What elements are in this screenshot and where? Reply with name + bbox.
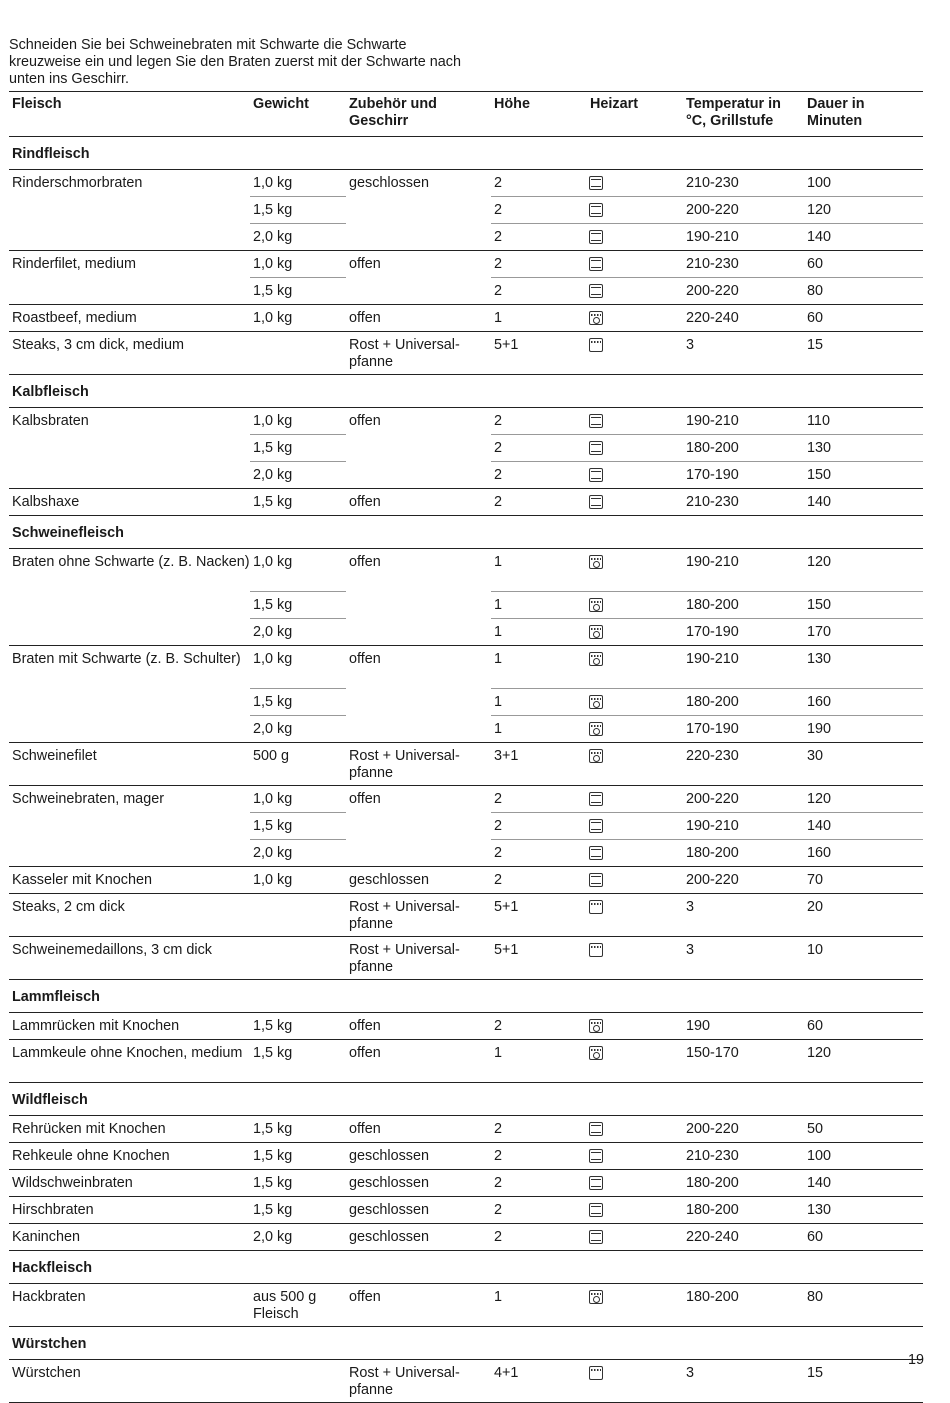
- heating-mode-cell: [587, 408, 683, 435]
- heating-mode-cell: [587, 1360, 683, 1403]
- heating-mode-cell: [587, 1224, 683, 1251]
- level-cell: 2: [491, 1143, 587, 1170]
- category-title: Würstchen: [9, 1327, 923, 1360]
- heating-mode-cell: [587, 1170, 683, 1197]
- heating-mode-cell: [587, 646, 683, 689]
- weight-cell: 2,0 kg: [250, 224, 346, 251]
- table-row: [9, 743, 923, 786]
- thermogrill-icon: [589, 1019, 603, 1033]
- meat-cell: Wildschweinbraten: [9, 1170, 250, 1197]
- category-row: [9, 1083, 923, 1116]
- duration-cell: 140: [804, 1170, 923, 1197]
- oben-unterhitze-icon: [589, 792, 603, 806]
- temperature-cell: 190: [683, 1013, 804, 1040]
- thermogrill-icon: [589, 598, 603, 612]
- temperature-cell: 180-200: [683, 689, 804, 716]
- category-title: Schweinefleisch: [9, 516, 923, 549]
- oben-unterhitze-icon: [589, 1203, 603, 1217]
- thermogrill-icon: [589, 1046, 603, 1060]
- temperature-cell: 200-220: [683, 786, 804, 813]
- weight-cell: 1,5 kg: [250, 1013, 346, 1040]
- thermogrill-icon: [589, 555, 603, 569]
- table-row: [9, 1197, 923, 1224]
- weight-cell: 1,5 kg: [250, 197, 346, 224]
- level-cell: 1: [491, 592, 587, 619]
- duration-cell: 140: [804, 224, 923, 251]
- category-row: [9, 137, 923, 170]
- table-row: [9, 332, 923, 375]
- accessory-cell: geschlossen: [346, 170, 491, 251]
- duration-cell: 120: [804, 1040, 923, 1083]
- oben-unterhitze-icon: [589, 1176, 603, 1190]
- level-cell: 2: [491, 786, 587, 813]
- weight-cell: aus 500 g Fleisch: [250, 1284, 346, 1327]
- level-cell: 2: [491, 435, 587, 462]
- table-row: [9, 646, 923, 689]
- meat-cell: Kalbsbraten: [9, 408, 250, 489]
- temperature-cell: 180-200: [683, 840, 804, 867]
- duration-cell: 60: [804, 251, 923, 278]
- duration-cell: 190: [804, 716, 923, 743]
- table-row: [9, 489, 923, 516]
- heating-mode-cell: [587, 1013, 683, 1040]
- heating-mode-cell: [587, 1284, 683, 1327]
- col-dauer: Dauer in Minuten: [804, 92, 923, 137]
- meat-cell: Rinderfilet, medium: [9, 251, 250, 305]
- table-row: [9, 170, 923, 197]
- duration-cell: 60: [804, 1013, 923, 1040]
- category-title: Rindfleisch: [9, 137, 923, 170]
- weight-cell: 1,5 kg: [250, 813, 346, 840]
- level-cell: 2: [491, 170, 587, 197]
- table-row: [9, 894, 923, 937]
- accessory-cell: offen: [346, 786, 491, 867]
- heating-mode-cell: [587, 716, 683, 743]
- heating-mode-cell: [587, 867, 683, 894]
- level-cell: 1: [491, 1284, 587, 1327]
- accessory-cell: offen: [346, 1116, 491, 1143]
- temperature-cell: 180-200: [683, 435, 804, 462]
- duration-cell: 130: [804, 1197, 923, 1224]
- category-title: Lammfleisch: [9, 980, 923, 1013]
- temperature-cell: 220-240: [683, 305, 804, 332]
- grill-icon: [589, 1366, 603, 1380]
- table-row: [9, 1224, 923, 1251]
- col-fleisch: Fleisch: [9, 92, 250, 137]
- col-heizart: Heizart: [587, 92, 683, 137]
- weight-cell: 1,5 kg: [250, 1040, 346, 1083]
- level-cell: 2: [491, 1197, 587, 1224]
- oben-unterhitze-icon: [589, 257, 603, 271]
- category-title: Wildfleisch: [9, 1083, 923, 1116]
- oben-unterhitze-icon: [589, 846, 603, 860]
- level-cell: 2: [491, 1224, 587, 1251]
- heating-mode-cell: [587, 1116, 683, 1143]
- duration-cell: 120: [804, 197, 923, 224]
- thermogrill-icon: [589, 625, 603, 639]
- category-title: Kalbfleisch: [9, 375, 923, 408]
- meat-cell: Rehkeule ohne Knochen: [9, 1143, 250, 1170]
- table-row: [9, 937, 923, 980]
- heating-mode-cell: [587, 786, 683, 813]
- weight-cell: 1,0 kg: [250, 251, 346, 278]
- weight-cell: [250, 937, 346, 980]
- temperature-cell: 170-190: [683, 462, 804, 489]
- weight-cell: 1,0 kg: [250, 170, 346, 197]
- duration-cell: 120: [804, 549, 923, 592]
- temperature-cell: 190-210: [683, 224, 804, 251]
- level-cell: 1: [491, 689, 587, 716]
- accessory-cell: geschlossen: [346, 1224, 491, 1251]
- weight-cell: 2,0 kg: [250, 1224, 346, 1251]
- level-cell: 1: [491, 305, 587, 332]
- roasting-table: [9, 91, 923, 1403]
- table-row: [9, 786, 923, 813]
- duration-cell: 80: [804, 278, 923, 305]
- heating-mode-cell: [587, 332, 683, 375]
- table-row: [9, 867, 923, 894]
- heating-mode-cell: [587, 278, 683, 305]
- meat-cell: Braten ohne Schwarte (z. B. Nacken): [9, 549, 250, 646]
- temperature-cell: 190-210: [683, 549, 804, 592]
- level-cell: 2: [491, 867, 587, 894]
- accessory-cell: Rost + Universal-pfanne: [346, 937, 491, 980]
- accessory-cell: offen: [346, 251, 491, 305]
- weight-cell: 1,0 kg: [250, 305, 346, 332]
- accessory-cell: Rost + Universal-pfanne: [346, 894, 491, 937]
- level-cell: 2: [491, 1170, 587, 1197]
- duration-cell: 150: [804, 592, 923, 619]
- table-row: [9, 1013, 923, 1040]
- temperature-cell: 200-220: [683, 867, 804, 894]
- duration-cell: 130: [804, 646, 923, 689]
- level-cell: 2: [491, 1013, 587, 1040]
- duration-cell: 80: [804, 1284, 923, 1327]
- duration-cell: 70: [804, 867, 923, 894]
- meat-cell: Steaks, 3 cm dick, medium: [9, 332, 250, 375]
- temperature-cell: 3: [683, 1360, 804, 1403]
- oben-unterhitze-icon: [589, 468, 603, 482]
- intro-text: Schneiden Sie bei Schweinebraten mit Schwarte die Schwarte kreuzweise ein und legen Sie den Braten zuerst mit der Schwarte nach unten ins Geschirr.: [9, 37, 461, 87]
- category-row: [9, 375, 923, 408]
- oben-unterhitze-icon: [589, 1122, 603, 1136]
- temperature-cell: 190-210: [683, 646, 804, 689]
- heating-mode-cell: [587, 170, 683, 197]
- heating-mode-cell: [587, 197, 683, 224]
- temperature-cell: 210-230: [683, 489, 804, 516]
- level-cell: 5+1: [491, 937, 587, 980]
- level-cell: 5+1: [491, 894, 587, 937]
- oben-unterhitze-icon: [589, 819, 603, 833]
- temperature-cell: 210-230: [683, 170, 804, 197]
- temperature-cell: 3: [683, 332, 804, 375]
- temperature-cell: 150-170: [683, 1040, 804, 1083]
- weight-cell: 1,5 kg: [250, 435, 346, 462]
- temperature-cell: 170-190: [683, 716, 804, 743]
- heating-mode-cell: [587, 1040, 683, 1083]
- duration-cell: 140: [804, 489, 923, 516]
- accessory-cell: offen: [346, 489, 491, 516]
- weight-cell: 500 g: [250, 743, 346, 786]
- table-header: [9, 92, 923, 137]
- temperature-cell: 180-200: [683, 1197, 804, 1224]
- level-cell: 1: [491, 716, 587, 743]
- temperature-cell: 200-220: [683, 197, 804, 224]
- level-cell: 2: [491, 840, 587, 867]
- duration-cell: 160: [804, 689, 923, 716]
- temperature-cell: 220-240: [683, 1224, 804, 1251]
- accessory-cell: offen: [346, 1013, 491, 1040]
- thermogrill-icon: [589, 722, 603, 736]
- meat-cell: Kalbshaxe: [9, 489, 250, 516]
- heating-mode-cell: [587, 251, 683, 278]
- category-title: Hackfleisch: [9, 1251, 923, 1284]
- duration-cell: 140: [804, 813, 923, 840]
- weight-cell: 1,5 kg: [250, 1116, 346, 1143]
- meat-cell: Schweinebraten, mager: [9, 786, 250, 867]
- temperature-cell: 210-230: [683, 1143, 804, 1170]
- table-row: [9, 1284, 923, 1327]
- temperature-cell: 200-220: [683, 278, 804, 305]
- accessory-cell: offen: [346, 1040, 491, 1083]
- duration-cell: 50: [804, 1116, 923, 1143]
- duration-cell: 10: [804, 937, 923, 980]
- level-cell: 3+1: [491, 743, 587, 786]
- meat-cell: Rinderschmorbraten: [9, 170, 250, 251]
- table-row: [9, 1360, 923, 1403]
- temperature-cell: 210-230: [683, 251, 804, 278]
- category-row: [9, 980, 923, 1013]
- heating-mode-cell: [587, 305, 683, 332]
- weight-cell: 1,0 kg: [250, 646, 346, 689]
- temperature-cell: 220-230: [683, 743, 804, 786]
- thermogrill-icon: [589, 1290, 603, 1304]
- col-gewicht: Gewicht: [250, 92, 346, 137]
- heating-mode-cell: [587, 462, 683, 489]
- weight-cell: 1,5 kg: [250, 1143, 346, 1170]
- meat-cell: Lammrücken mit Knochen: [9, 1013, 250, 1040]
- weight-cell: 1,5 kg: [250, 592, 346, 619]
- temperature-cell: 190-210: [683, 408, 804, 435]
- table-row: [9, 549, 923, 592]
- thermogrill-icon: [589, 695, 603, 709]
- meat-cell: Schweinefilet: [9, 743, 250, 786]
- meat-cell: Steaks, 2 cm dick: [9, 894, 250, 937]
- weight-cell: [250, 332, 346, 375]
- oben-unterhitze-icon: [589, 176, 603, 190]
- level-cell: 2: [491, 197, 587, 224]
- level-cell: 2: [491, 278, 587, 305]
- level-cell: 1: [491, 549, 587, 592]
- duration-cell: 15: [804, 332, 923, 375]
- oben-unterhitze-icon: [589, 1149, 603, 1163]
- oben-unterhitze-icon: [589, 873, 603, 887]
- duration-cell: 30: [804, 743, 923, 786]
- weight-cell: 2,0 kg: [250, 462, 346, 489]
- oben-unterhitze-icon: [589, 495, 603, 509]
- oben-unterhitze-icon: [589, 441, 603, 455]
- accessory-cell: Rost + Universal-pfanne: [346, 1360, 491, 1403]
- heating-mode-cell: [587, 1143, 683, 1170]
- grill-icon: [589, 900, 603, 914]
- category-row: [9, 516, 923, 549]
- level-cell: 5+1: [491, 332, 587, 375]
- heating-mode-cell: [587, 619, 683, 646]
- accessory-cell: Rost + Universal-pfanne: [346, 332, 491, 375]
- page-number: 19: [907, 1352, 924, 1368]
- weight-cell: 1,5 kg: [250, 278, 346, 305]
- level-cell: 2: [491, 813, 587, 840]
- meat-cell: Kaninchen: [9, 1224, 250, 1251]
- duration-cell: 20: [804, 894, 923, 937]
- heating-mode-cell: [587, 592, 683, 619]
- duration-cell: 100: [804, 170, 923, 197]
- oben-unterhitze-icon: [589, 414, 603, 428]
- meat-cell: Lammkeule ohne Knochen, medium: [9, 1040, 250, 1083]
- level-cell: 1: [491, 1040, 587, 1083]
- meat-cell: Hackbraten: [9, 1284, 250, 1327]
- accessory-cell: offen: [346, 1284, 491, 1327]
- weight-cell: [250, 1360, 346, 1403]
- temperature-cell: 180-200: [683, 1284, 804, 1327]
- col-zubehoer: Zubehör und Geschirr: [346, 92, 491, 137]
- table-row: [9, 1143, 923, 1170]
- temperature-cell: 200-220: [683, 1116, 804, 1143]
- weight-cell: 1,5 kg: [250, 689, 346, 716]
- category-row: [9, 1251, 923, 1284]
- thermogrill-icon: [589, 311, 603, 325]
- level-cell: 2: [491, 462, 587, 489]
- accessory-cell: Rost + Universal-pfanne: [346, 743, 491, 786]
- duration-cell: 120: [804, 786, 923, 813]
- table-row: [9, 251, 923, 278]
- meat-cell: Schweinemedaillons, 3 cm dick: [9, 937, 250, 980]
- temperature-cell: 180-200: [683, 592, 804, 619]
- heating-mode-cell: [587, 689, 683, 716]
- duration-cell: 100: [804, 1143, 923, 1170]
- meat-cell: Braten mit Schwarte (z. B. Schulter): [9, 646, 250, 743]
- duration-cell: 60: [804, 305, 923, 332]
- accessory-cell: geschlossen: [346, 1197, 491, 1224]
- accessory-cell: geschlossen: [346, 867, 491, 894]
- meat-cell: Würstchen: [9, 1360, 250, 1403]
- duration-cell: 15: [804, 1360, 923, 1403]
- level-cell: 2: [491, 489, 587, 516]
- level-cell: 1: [491, 619, 587, 646]
- weight-cell: 2,0 kg: [250, 619, 346, 646]
- category-row: [9, 1327, 923, 1360]
- meat-cell: Kasseler mit Knochen: [9, 867, 250, 894]
- thermogrill-icon: [589, 652, 603, 666]
- table-row: [9, 1170, 923, 1197]
- weight-cell: 2,0 kg: [250, 716, 346, 743]
- oben-unterhitze-icon: [589, 284, 603, 298]
- temperature-cell: 190-210: [683, 813, 804, 840]
- grill-icon: [589, 943, 603, 957]
- accessory-cell: offen: [346, 646, 491, 743]
- table-row: [9, 305, 923, 332]
- duration-cell: 130: [804, 435, 923, 462]
- accessory-cell: geschlossen: [346, 1170, 491, 1197]
- thermogrill-icon: [589, 749, 603, 763]
- meat-cell: Hirschbraten: [9, 1197, 250, 1224]
- oben-unterhitze-icon: [589, 1230, 603, 1244]
- weight-cell: 1,0 kg: [250, 786, 346, 813]
- temperature-cell: 180-200: [683, 1170, 804, 1197]
- temperature-cell: 3: [683, 894, 804, 937]
- col-temperatur: Temperatur in °C, Grillstufe: [683, 92, 804, 137]
- weight-cell: 1,5 kg: [250, 1170, 346, 1197]
- heating-mode-cell: [587, 549, 683, 592]
- oben-unterhitze-icon: [589, 230, 603, 244]
- heating-mode-cell: [587, 894, 683, 937]
- weight-cell: 1,5 kg: [250, 489, 346, 516]
- duration-cell: 160: [804, 840, 923, 867]
- meat-cell: Rehrücken mit Knochen: [9, 1116, 250, 1143]
- weight-cell: 1,0 kg: [250, 867, 346, 894]
- heating-mode-cell: [587, 937, 683, 980]
- temperature-cell: 3: [683, 937, 804, 980]
- accessory-cell: offen: [346, 549, 491, 646]
- grill-icon: [589, 338, 603, 352]
- weight-cell: 1,0 kg: [250, 549, 346, 592]
- duration-cell: 150: [804, 462, 923, 489]
- level-cell: 2: [491, 408, 587, 435]
- duration-cell: 110: [804, 408, 923, 435]
- heating-mode-cell: [587, 435, 683, 462]
- weight-cell: [250, 894, 346, 937]
- weight-cell: 1,0 kg: [250, 408, 346, 435]
- level-cell: 2: [491, 251, 587, 278]
- accessory-cell: offen: [346, 408, 491, 489]
- heating-mode-cell: [587, 813, 683, 840]
- accessory-cell: offen: [346, 305, 491, 332]
- table-row: [9, 1040, 923, 1083]
- temperature-cell: 170-190: [683, 619, 804, 646]
- table-row: [9, 1116, 923, 1143]
- accessory-cell: geschlossen: [346, 1143, 491, 1170]
- heating-mode-cell: [587, 840, 683, 867]
- heating-mode-cell: [587, 743, 683, 786]
- duration-cell: 60: [804, 1224, 923, 1251]
- level-cell: 2: [491, 224, 587, 251]
- level-cell: 1: [491, 646, 587, 689]
- table-row: [9, 408, 923, 435]
- meat-cell: Roastbeef, medium: [9, 305, 250, 332]
- heating-mode-cell: [587, 1197, 683, 1224]
- weight-cell: 1,5 kg: [250, 1197, 346, 1224]
- oben-unterhitze-icon: [589, 203, 603, 217]
- weight-cell: 2,0 kg: [250, 840, 346, 867]
- level-cell: 4+1: [491, 1360, 587, 1403]
- heating-mode-cell: [587, 489, 683, 516]
- level-cell: 2: [491, 1116, 587, 1143]
- col-hoehe: Höhe: [491, 92, 587, 137]
- heating-mode-cell: [587, 224, 683, 251]
- duration-cell: 170: [804, 619, 923, 646]
